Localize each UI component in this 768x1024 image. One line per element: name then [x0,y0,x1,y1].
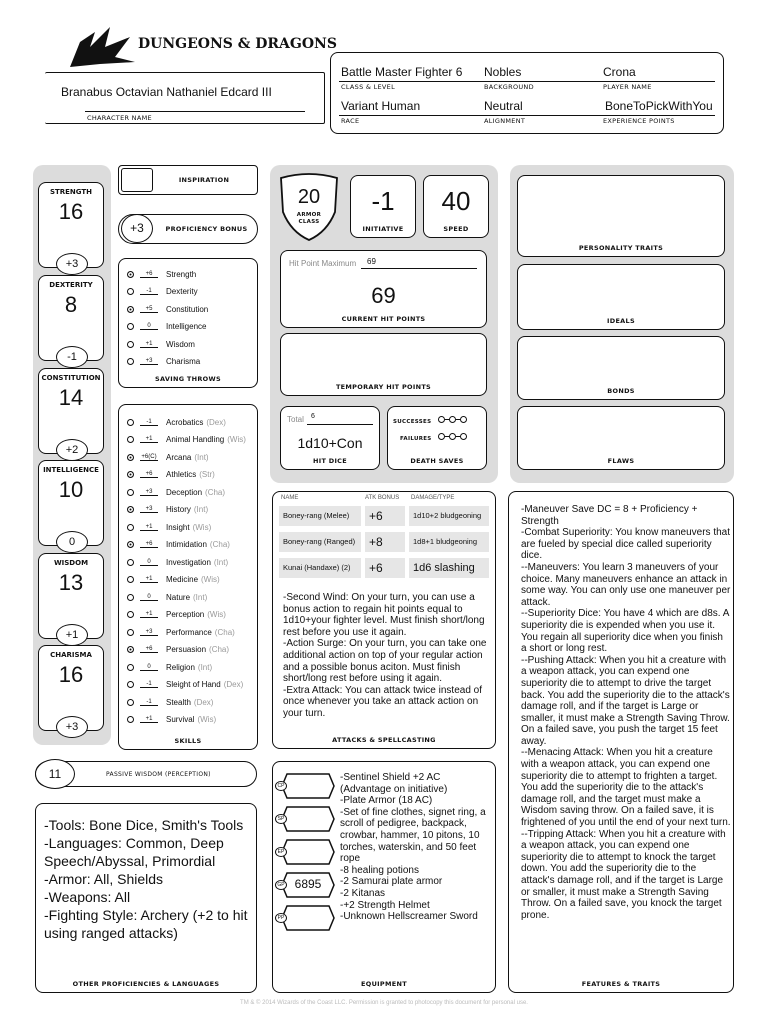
proficiency-label: PROFICIENCY BONUS [165,225,248,233]
intelligence-box [38,460,104,546]
skill-row [127,485,225,499]
passive-perception-box [35,761,257,787]
xp-label: EXPERIENCE POINTS [603,117,675,125]
skill-attribute: (Cha) [209,645,230,654]
header-info-box [330,52,724,134]
skill-row [127,660,212,674]
saving-throw-bonus[interactable]: -1 [140,288,158,295]
skill-attribute: (Cha) [209,540,230,549]
saving-throw-name: Constitution [166,304,209,314]
skill-row [127,695,213,709]
skill-attribute: (Dex) [193,697,214,707]
ability-label: CONSTITUTION [41,374,101,382]
player-name[interactable]: Crona [603,65,636,79]
initiative-value[interactable]: -1 [371,186,395,216]
inspiration-label: INSPIRATION [178,176,230,184]
alignment[interactable]: Neutral [484,99,523,113]
skill-attribute: (Dex) [223,680,244,689]
skill-bonus[interactable]: +1 [140,716,158,723]
attacks-col-damage: DAMAGE/TYPE [411,495,455,501]
saving-throw-row [127,267,196,281]
attack-name[interactable]: Kunai (Handaxe) (2) [279,558,361,578]
ability-score[interactable]: 14 [58,385,84,410]
skill-bonus[interactable]: +3 [140,489,158,496]
skill-name: Survival [166,715,195,724]
constitution-box [38,368,104,454]
coin-label: GP [275,880,287,890]
skill-bonus[interactable]: 0 [140,664,158,671]
saving-throws-box [118,258,258,388]
saving-throw-row [127,337,195,351]
proficiency-checkbox[interactable] [127,611,134,618]
alignment-label: ALIGNMENT [484,117,526,125]
saving-throw-row [127,320,206,334]
skill-bonus[interactable]: -1 [140,699,158,706]
skill-attribute: (Wis) [201,575,220,584]
ability-modifier[interactable]: +3 [56,253,88,275]
skills-box [118,404,258,750]
saving-throw-name: Intelligence [166,322,207,331]
temp-hp-box [280,333,487,396]
initiative-box [350,175,416,238]
attack-damage[interactable]: 1d6 slashing [409,558,489,578]
saving-throw-name: Wisdom [166,339,195,349]
proficiency-checkbox[interactable] [127,436,134,443]
character-name[interactable]: Branabus Octavian Nathaniel Edcard III [61,85,272,99]
character-name-label: CHARACTER NAME [87,114,152,122]
skill-bonus[interactable]: +1 [140,576,158,583]
experience-points[interactable]: BoneToPickWithYou [605,99,713,113]
skill-name: Intimidation [166,540,207,549]
personality-traits-box[interactable] [517,175,725,257]
skill-attribute: (Str) [199,470,215,479]
skill-attribute: (Wis) [197,715,217,724]
skill-row [127,590,207,604]
skill-name: Arcana [166,452,192,462]
skill-attribute: (Int) [194,452,209,462]
skill-attribute: (Dex) [206,417,226,427]
bonds-box[interactable] [517,336,725,400]
attack-name[interactable]: Boney-rang (Melee) [279,506,361,526]
skill-name: Nature [166,592,191,602]
proficiency-checkbox[interactable] [127,559,134,566]
coin-field[interactable] [277,772,335,800]
ability-modifier[interactable]: +1 [56,624,88,646]
equipment-text[interactable]: -Sentinel Shield +2 AC (Advantage on initiative) -Plate Armor (18 AC) -Set of fine clothes, signet ring, a scroll of pedigree, backpack, crowbar, hammer, 10 pitons, 10 torches, waterskin, and 50 feet rope -8 healing potions -2 Samurai plate armor -2 Kitanas -+2 Strength Helmet -Unknown Hellscreamer Sword [340,772,486,923]
race-label: RACE [341,117,360,125]
features-text[interactable]: -Maneuver Save DC = 8 + Proficiency + Strength -Combat Superiority: You know maneuvers that are fueled by special dice called superiority dice. --Maneuvers: You learn 3 maneuvers of your choice. Many maneuvers enhance an attack in some way. You can only use one maneuver per attack. --Superiority Dice: You have 4 which are d8s. A superiority die is expended when you use it. You regain all superiority dice when you finish a short or long rest. --Pushing Attack: When you hit a creature with a weapon attack, you can expend one superiority die to attempt to drive the target back. You add the superiority die to the attack's damage roll, and if the target is Large or smaller, it must make a Strength Saving Throw. On a failed save, you push the target 15 feet away. --Menacing Attack: When you hit a creature with a weapon attack, you can expend one superiority die to attempt to frighten a target. You add the superiority die to the attack's damage roll, and the target must make a Wisdom saving throw. On a failed save, it is frightened of you until the end of your next turn. --Tripping Attack: When you hit a creature with a weapon attack, you can expend one superiority die to attempt to knock the target down. You add the superiority die to the attack's damage roll, and if the target is Large or smaller, it must make a Strength Saving Throw. On a failed save, you knock the target prone. [521,504,731,921]
skill-name: Sleight of Hand [166,680,221,689]
skill-row [127,713,216,727]
skill-bonus[interactable]: +1 [140,436,158,443]
saving-throw-bonus[interactable]: +3 [140,358,158,365]
hit-dice-total[interactable]: 6 [311,413,315,420]
proficiencies-box [35,803,257,993]
death-saves-label: DEATH SAVES [410,457,464,465]
skill-bonus[interactable]: +6 [140,541,158,548]
ability-score[interactable]: 10 [58,477,84,502]
ability-label: WISDOM [53,559,89,567]
speed-label: SPEED [443,225,469,233]
proficiency-checkbox[interactable] [127,664,134,671]
attack-name[interactable]: Boney-rang (Ranged) [279,532,361,552]
proficiency-checkbox[interactable] [127,288,134,295]
ideals-box[interactable] [517,264,725,330]
player-name-label: PLAYER NAME [603,83,652,91]
coin-label: EP [275,847,287,857]
skill-row [127,468,215,482]
skill-attribute: (Int) [197,662,213,672]
saving-throws-label: SAVING THROWS [155,375,221,383]
hit-dice-value[interactable]: 1d10+Con [297,435,363,451]
proficiency-checkbox[interactable] [127,271,134,278]
proficiency-checkbox[interactable] [127,524,134,531]
skill-attribute: (Int) [193,505,209,514]
logo-text: DUNGEONS & DRAGONS [138,36,337,52]
saving-throw-row [127,302,208,316]
skill-row [127,520,211,534]
skill-name: Performance [166,627,212,637]
class-level-label: CLASS & LEVEL [341,83,396,91]
skill-row [127,538,230,552]
proficiency-checkbox[interactable] [127,699,134,706]
proficiency-checkbox[interactable] [127,341,134,348]
bonds-label: BONDS [607,387,635,395]
hit-dice-label: HIT DICE [313,457,347,465]
successes-label: SUCCESSES [393,419,432,425]
character-name-banner [45,72,325,124]
saving-throw-row [127,355,200,369]
proficiency-checkbox[interactable] [127,646,134,653]
skill-row [127,450,209,464]
skill-bonus[interactable]: 0 [140,594,158,601]
skill-attribute: (Int) [193,592,208,602]
skill-bonus[interactable]: +1 [140,611,158,618]
proficiency-checkbox[interactable] [127,506,134,513]
saving-throw-name: Dexterity [166,287,198,296]
skill-row [127,555,228,569]
ability-score[interactable]: 16 [58,662,84,687]
coin-field[interactable] [277,805,335,833]
hp-max-label: Hit Point Maximum [289,259,357,268]
attack-bonus[interactable]: +6 [365,558,405,578]
skill-bonus[interactable]: +6(C) [141,453,157,460]
skill-bonus[interactable]: +6 [140,646,158,653]
saving-throw-name: Charisma [166,357,201,366]
skill-bonus[interactable]: +6 [140,471,158,478]
attack-damage[interactable]: 1d8+1 bludgeoning [409,532,489,552]
features-label: FEATURES & TRAITS [581,980,661,988]
proficiencies-text[interactable]: -Tools: Bone Dice, Smith's Tools -Languages: Common, Deep Speech/Abyssal, Primordial -Armor: All, Shields -Weapons: All -Fighting Style: Archery (+2 to hit using ranged attacks) [44,817,248,941]
hit-dice-total-label: Total [287,415,304,424]
skill-attribute: (Wis) [207,610,226,619]
skill-row [127,503,208,517]
speed-box [423,175,489,238]
skill-name: Deception [166,487,203,497]
proficiencies-label: OTHER PROFICIENCIES & LANGUAGES [72,980,220,988]
ability-score[interactable]: 16 [58,199,84,224]
skill-bonus[interactable]: -1 [140,419,158,426]
proficiency-checkbox[interactable] [127,454,134,461]
skill-row [127,625,235,639]
race[interactable]: Variant Human [341,99,421,113]
logo [60,22,337,72]
flaws-box[interactable] [517,406,725,470]
strength-box [38,182,104,268]
skills-label: SKILLS [174,737,202,745]
attacks-label: ATTACKS & SPELLCASTING [332,736,436,744]
current-hp-box [280,250,487,328]
passive-perception-label: PASSIVE WISDOM (PERCEPTION) [106,771,211,778]
flaws-label: FLAWS [607,457,635,465]
proficiency-bonus[interactable]: +3 [121,214,153,243]
proficiency-checkbox[interactable] [127,576,134,583]
skill-bonus[interactable]: +3 [140,629,158,636]
inspiration-box [118,165,258,195]
hp-current-value[interactable]: 69 [371,283,396,308]
speed-value[interactable]: 40 [441,186,471,216]
skill-name: Athletics [166,470,197,479]
hp-max-value[interactable]: 69 [367,257,376,266]
skill-bonus[interactable]: +3 [140,506,158,513]
background[interactable]: Nobles [484,65,522,79]
hp-current-label: CURRENT HIT POINTS [341,315,426,323]
proficiency-checkbox[interactable] [127,594,134,601]
death-saves-box [387,406,487,470]
proficiency-checkbox[interactable] [127,419,134,426]
proficiency-checkbox[interactable] [127,323,134,330]
coin-label: SP [275,814,287,824]
equipment-label: EQUIPMENT [361,980,407,988]
proficiency-checkbox[interactable] [127,541,134,548]
failures-label: FAILURES [400,436,432,442]
coin-label: PP [275,913,287,923]
charisma-box [38,645,104,731]
skill-name: Perception [166,610,205,619]
skill-name: History [166,505,191,514]
ideals-label: IDEALS [607,317,635,325]
skill-name: Medicine [166,575,199,584]
dexterity-box [38,275,104,361]
attack-bonus[interactable]: +8 [365,532,405,552]
skill-name: Stealth [166,697,191,707]
skill-attribute: (Wis) [192,522,212,532]
saving-throw-bonus[interactable]: +6 [140,271,158,278]
attack-damage[interactable]: 1d10+2 bludgeoning [409,506,489,526]
class-level[interactable]: Battle Master Fighter 6 [341,65,463,79]
wisdom-box [38,553,104,639]
skill-row [127,643,229,657]
hit-dice-box [280,406,380,470]
skill-attribute: (Cha) [205,487,226,497]
features-box [508,491,734,993]
skill-name: Insight [166,522,190,532]
footer-copyright: TM & © 2014 Wizards of the Coast LLC. Permission is granted to photocopy this document for personal use. [240,1000,528,1006]
skill-bonus[interactable]: -1 [140,681,158,688]
skill-name: Acrobatics [166,417,204,427]
skill-name: Persuasion [166,645,207,654]
skill-row [127,573,220,587]
coin-label: CP [275,781,287,791]
failure-checkboxes[interactable] [438,433,467,440]
armor-class-shield [277,172,341,242]
proficiency-box [118,214,258,244]
passive-perception-value[interactable]: 11 [35,759,75,789]
skill-attribute: (Cha) [214,627,235,637]
inspiration-checkbox[interactable] [121,168,153,192]
proficiency-checkbox[interactable] [127,306,134,313]
skill-bonus[interactable]: +1 [140,524,158,531]
ability-label: STRENGTH [49,188,93,196]
proficiency-checkbox[interactable] [127,489,134,496]
proficiency-checkbox[interactable] [127,471,134,478]
equipment-box [272,761,496,993]
saving-throw-bonus[interactable]: +5 [140,306,158,313]
ability-score[interactable]: 13 [58,570,84,595]
initiative-label: INITIATIVE [362,225,404,233]
proficiency-checkbox[interactable] [127,681,134,688]
skill-row [127,678,243,692]
ability-label: CHARISMA [50,651,92,659]
success-checkboxes[interactable] [438,416,467,423]
coin-value[interactable]: 6895 [294,877,322,891]
skill-attribute: (Wis) [227,435,246,444]
temp-hp-label: TEMPORARY HIT POINTS [335,383,432,391]
skill-bonus[interactable]: 0 [140,559,158,566]
skill-name: Animal Handling [166,435,225,444]
ability-label: DEXTERITY [49,281,93,289]
attacks-col-bonus: ATK BONUS [365,495,400,501]
attack-bonus[interactable]: +6 [365,506,405,526]
saving-throw-row [127,285,198,299]
armor-class-value[interactable]: 20 [297,186,321,208]
coin-field[interactable] [277,871,335,899]
skill-name: Investigation [166,557,211,567]
ability-modifier[interactable]: +3 [56,716,88,738]
skill-row [127,415,226,429]
proficiency-checkbox[interactable] [127,358,134,365]
ability-modifier[interactable]: +2 [56,439,88,461]
coin-field[interactable] [277,838,335,866]
attacks-box [272,491,496,749]
armor-class-label: ARMOR CLASS [296,212,322,225]
background-label: BACKGROUND [484,83,534,91]
skill-name: Religion [166,662,195,672]
coin-field[interactable] [277,904,335,932]
dragon-logo-icon [60,22,140,72]
saving-throw-name: Strength [166,269,197,279]
saving-throw-bonus[interactable]: 0 [140,323,158,330]
skill-row [127,433,246,447]
ability-label: INTELLIGENCE [43,466,99,474]
ability-modifier[interactable]: 0 [56,531,88,553]
personality-traits-label: PERSONALITY TRAITS [578,244,664,252]
saving-throw-bonus[interactable]: +1 [140,341,158,348]
attacks-col-name: NAME [281,495,299,501]
attacks-notes[interactable]: -Second Wind: On your turn, you can use a bonus action to regain hit points equal to 1d10+your fighter level. Must finish short/long rest before you use it again. -Action Surge: On your turn, you can take one additional action on top of your regular action and a possible bonus aciton. Must finish short/long rest before using it again. -Extra Attack: You can attack twice instead of once whenever you take an attack action on your turn. [283,592,487,719]
skill-row [127,608,226,622]
ability-modifier[interactable]: -1 [56,346,88,368]
proficiency-checkbox[interactable] [127,716,134,723]
skill-attribute: (Int) [213,557,229,567]
proficiency-checkbox[interactable] [127,629,134,636]
ability-score[interactable]: 8 [64,292,78,317]
